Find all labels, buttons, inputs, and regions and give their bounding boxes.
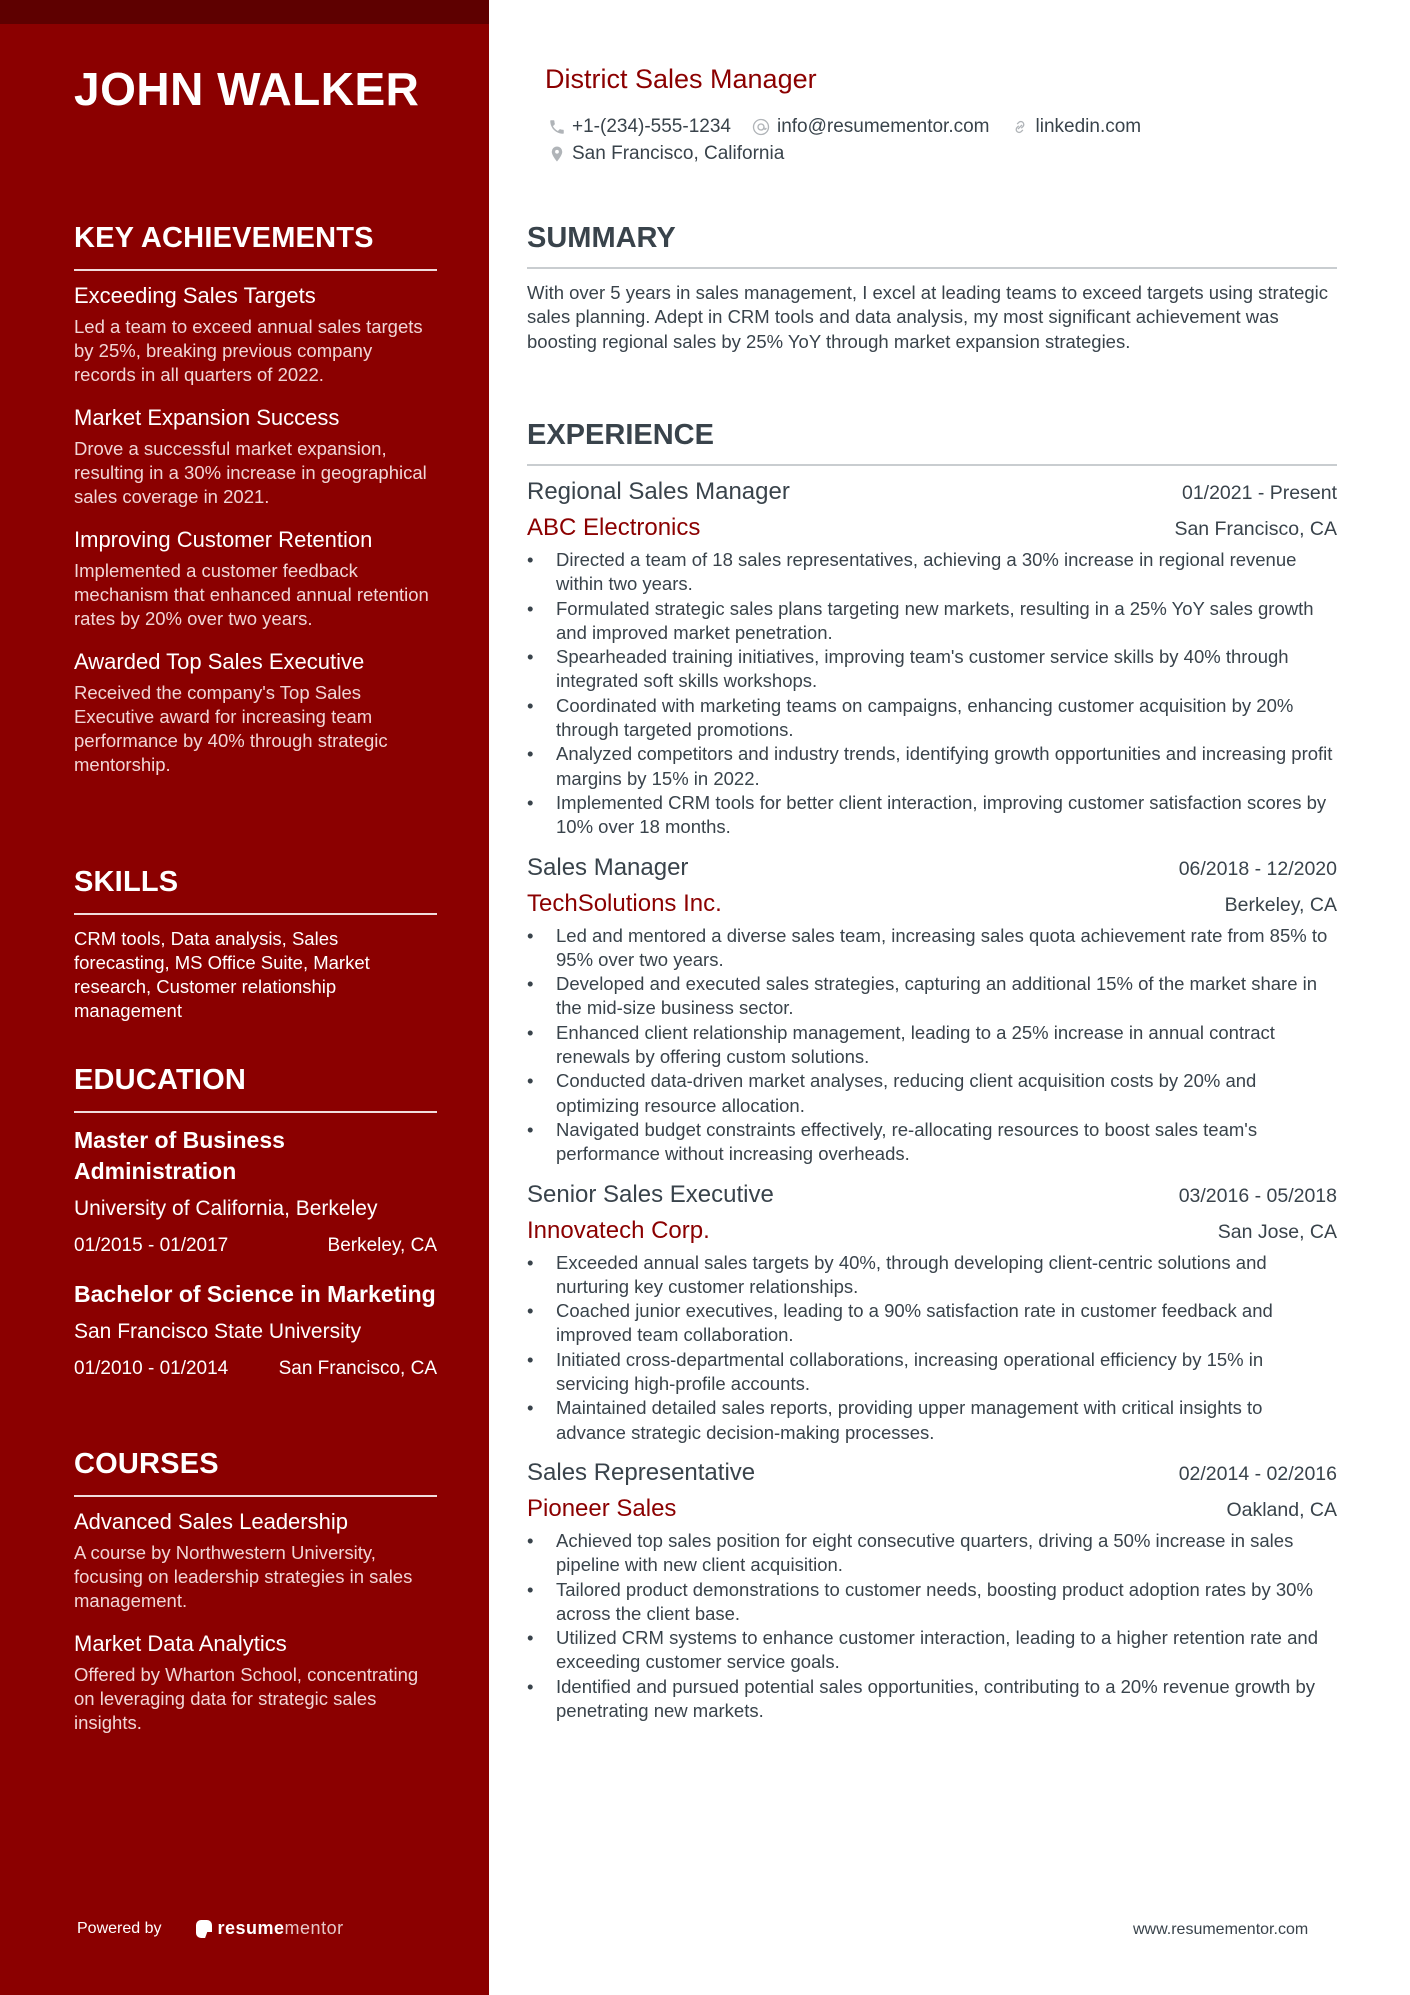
bullet-list [527, 924, 1337, 1167]
achievement-desc: Received the company's Top Sales Executive award for increasing team performance by 40% through strategic mentorship. [74, 682, 388, 775]
school: University of California, Berkeley [74, 1197, 378, 1220]
course-title: Advanced Sales Leadership [74, 1509, 348, 1534]
candidate-name: JOHN WALKER [74, 63, 420, 115]
contact-email[interactable] [751, 116, 990, 138]
location: Berkeley, CA [1224, 893, 1337, 916]
section-heading: EXPERIENCE [527, 419, 1337, 466]
contact-phone[interactable] [548, 116, 731, 138]
course-desc: A course by Northwestern University, focusing on leadership strategies in sales management. [74, 1542, 413, 1611]
contact-linkedin[interactable] [1010, 116, 1142, 138]
bullet-item: • Initiated cross-departmental collaborations, increasing operational efficiency by 15% in servicing high-profile accounts. [527, 1348, 1337, 1397]
skills-list: CRM tools, Data analysis, Sales forecasting, MS Office Suite, Market research, Customer relationship management [74, 928, 370, 1021]
email-text: info@resumementor.com [776, 115, 990, 137]
bullet-item: • Spearheaded training initiatives, improving team's customer service skills by 40% through integrated soft skills workshops. [527, 645, 1337, 694]
location: Oakland, CA [1226, 1498, 1337, 1521]
phone-icon [548, 118, 566, 136]
dates: 01/2021 - Present [1181, 482, 1337, 504]
bullet-item: • Maintained detailed sales reports, providing upper management with critical insights to advance strategic decision-making processes. [527, 1396, 1337, 1445]
company: Innovatech Corp. [527, 1216, 710, 1244]
section-heading: KEY ACHIEVEMENTS [74, 222, 437, 271]
bullet-item: • Enhanced client relationship management, leading to a 25% increase in annual contract renewals by offering custom solutions. [527, 1021, 1337, 1070]
role: Regional Sales Manager [527, 478, 790, 505]
summary-text: With over 5 years in sales management, I excel at leading teams to exceed targets using strategic sales planning. Adept in CRM tools and data analysis, my most significant achievement was boosting regional sales by 25% YoY through market expansion strategies. [527, 282, 1329, 352]
powered-by-label: Powered by [77, 1919, 162, 1937]
bullet-item: • Identified and pursued potential sales opportunities, contributing to a 20% revenue growth by penetrating new markets. [527, 1675, 1337, 1724]
education-section [74, 1064, 437, 1402]
bullet-item: • Coached junior executives, leading to a 90% satisfaction rate in customer feedback and improved team collaboration. [527, 1299, 1337, 1348]
bullet-item: • Directed a team of 18 sales representatives, achieving a 30% increase in regional revenue within two years. [527, 548, 1337, 597]
location: San Jose, CA [1217, 1220, 1337, 1243]
experience-item [527, 1459, 1337, 1723]
section-heading: EDUCATION [74, 1064, 437, 1113]
powered-by [77, 1918, 344, 1939]
role: Sales Manager [527, 853, 689, 881]
bullet-item: • Led and mentored a diverse sales team, increasing sales quota achievement rate from 85% to 95% over two years. [527, 924, 1337, 973]
skills-section [74, 866, 437, 1023]
course-item [74, 1509, 437, 1613]
key-achievements-section [74, 222, 437, 795]
education-dates: 01/2010 - 01/2014 [74, 1358, 229, 1379]
degree: Master of Business Administration [74, 1127, 285, 1184]
dates: 06/2018 - 12/2020 [1178, 857, 1337, 880]
dates: 03/2016 - 05/2018 [1178, 1184, 1337, 1207]
summary-section [527, 222, 1337, 354]
website-link[interactable]: www.resumementor.com [1133, 1921, 1309, 1938]
bullet-item: • Conducted data-driven market analyses, reducing client acquisition costs by 20% and optimizing resource allocation. [527, 1069, 1337, 1118]
course-desc: Offered by Wharton School, concentrating on leveraging data for strategic sales insights. [74, 1664, 419, 1733]
bullet-item: • Formulated strategic sales plans targeting new markets, resulting in a 25% YoY sales growth and improved market penetration. [527, 597, 1337, 646]
section-heading: SKILLS [74, 866, 437, 915]
phone-text: +1-(234)-555-1234 [572, 115, 731, 137]
achievement-title: Awarded Top Sales Executive [74, 649, 365, 674]
contact-info [548, 113, 1161, 167]
courses-section [74, 1448, 437, 1753]
degree: Bachelor of Science in Marketing [74, 1281, 436, 1307]
logo-text-bold: resume [217, 1918, 285, 1938]
achievement-item [74, 283, 437, 387]
bullet-item: • Exceeded annual sales targets by 40%, through developing client-centric solutions and nurturing key customer relationships. [527, 1251, 1337, 1300]
bullet-item: • Developed and executed sales strategies, capturing an additional 15% of the market share in the mid-size business sector. [527, 972, 1337, 1021]
course-title: Market Data Analytics [74, 1631, 287, 1656]
achievement-title: Exceeding Sales Targets [74, 283, 316, 308]
bullet-item: • Navigated budget constraints effectively, re-allocating resources to boost sales team's performance without increasing overheads. [527, 1118, 1337, 1167]
bullet-item: • Analyzed competitors and industry trends, identifying growth opportunities and increasing profit margins by 15% in 2022. [527, 742, 1337, 791]
bullet-list [527, 1529, 1337, 1723]
achievement-item [74, 405, 437, 509]
bullet-item: • Coordinated with marketing teams on campaigns, enhancing customer acquisition by 20% through targeted promotions. [527, 694, 1337, 743]
bullet-item: • Tailored product demonstrations to customer needs, boosting product adoption rates by 30% across the client base. [527, 1578, 1337, 1627]
at-icon [751, 117, 771, 137]
company: TechSolutions Inc. [527, 889, 722, 917]
logo-text-light: mentor [284, 1918, 344, 1938]
resumementor-logo[interactable] [196, 1918, 344, 1939]
education-item [74, 1279, 437, 1380]
dates: 02/2014 - 02/2016 [1178, 1462, 1337, 1485]
bullet-list [527, 548, 1337, 840]
company: ABC Electronics [527, 514, 701, 541]
education-item [74, 1125, 437, 1257]
education-location: Berkeley, CA [327, 1235, 437, 1256]
achievement-desc: Drove a successful market expansion, resulting in a 30% increase in geographical sales coverage in 2021. [74, 438, 427, 507]
role: Senior Sales Executive [527, 1180, 774, 1208]
education-dates: 01/2015 - 01/2017 [74, 1235, 229, 1256]
bullet-item: • Achieved top sales position for eight consecutive quarters, driving a 50% increase in sales pipeline with new client acquisition. [527, 1529, 1337, 1578]
resumementor-logo-icon [196, 1920, 212, 1938]
linkedin-text: linkedin.com [1035, 115, 1142, 137]
achievement-desc: Implemented a customer feedback mechanism that enhanced annual retention rates by 20% over two years. [74, 560, 429, 629]
achievement-item [74, 649, 437, 777]
achievement-desc: Led a team to exceed annual sales targets by 25%, breaking previous company records in all quarters of 2022. [74, 316, 423, 385]
job-title: District Sales Manager [545, 64, 817, 94]
achievement-item [74, 527, 437, 631]
link-icon [1010, 117, 1030, 137]
experience-item [527, 854, 1337, 1167]
sidebar-top-band [0, 0, 489, 24]
achievement-title: Market Expansion Success [74, 405, 340, 430]
bullet-list [527, 1251, 1337, 1445]
company: Pioneer Sales [527, 1494, 677, 1522]
role: Sales Representative [527, 1458, 756, 1486]
location: San Francisco, CA [1174, 518, 1337, 540]
section-heading: COURSES [74, 1448, 437, 1497]
section-heading: SUMMARY [527, 222, 1337, 269]
course-item [74, 1631, 437, 1735]
bullet-item: • Implemented CRM tools for better client interaction, improving customer satisfaction scores by 10% over 18 months. [527, 791, 1337, 840]
education-location: San Francisco, CA [278, 1358, 437, 1379]
location-text: San Francisco, California [572, 142, 785, 164]
bullet-item: • Utilized CRM systems to enhance customer interaction, leading to a higher retention rate and exceeding customer service goals. [527, 1626, 1337, 1675]
achievement-title: Improving Customer Retention [74, 527, 373, 552]
experience-item [527, 478, 1337, 840]
school: San Francisco State University [74, 1320, 362, 1343]
location-pin-icon [548, 144, 566, 164]
experience-section [527, 419, 1337, 1737]
experience-item [527, 1181, 1337, 1445]
contact-location [548, 143, 784, 165]
